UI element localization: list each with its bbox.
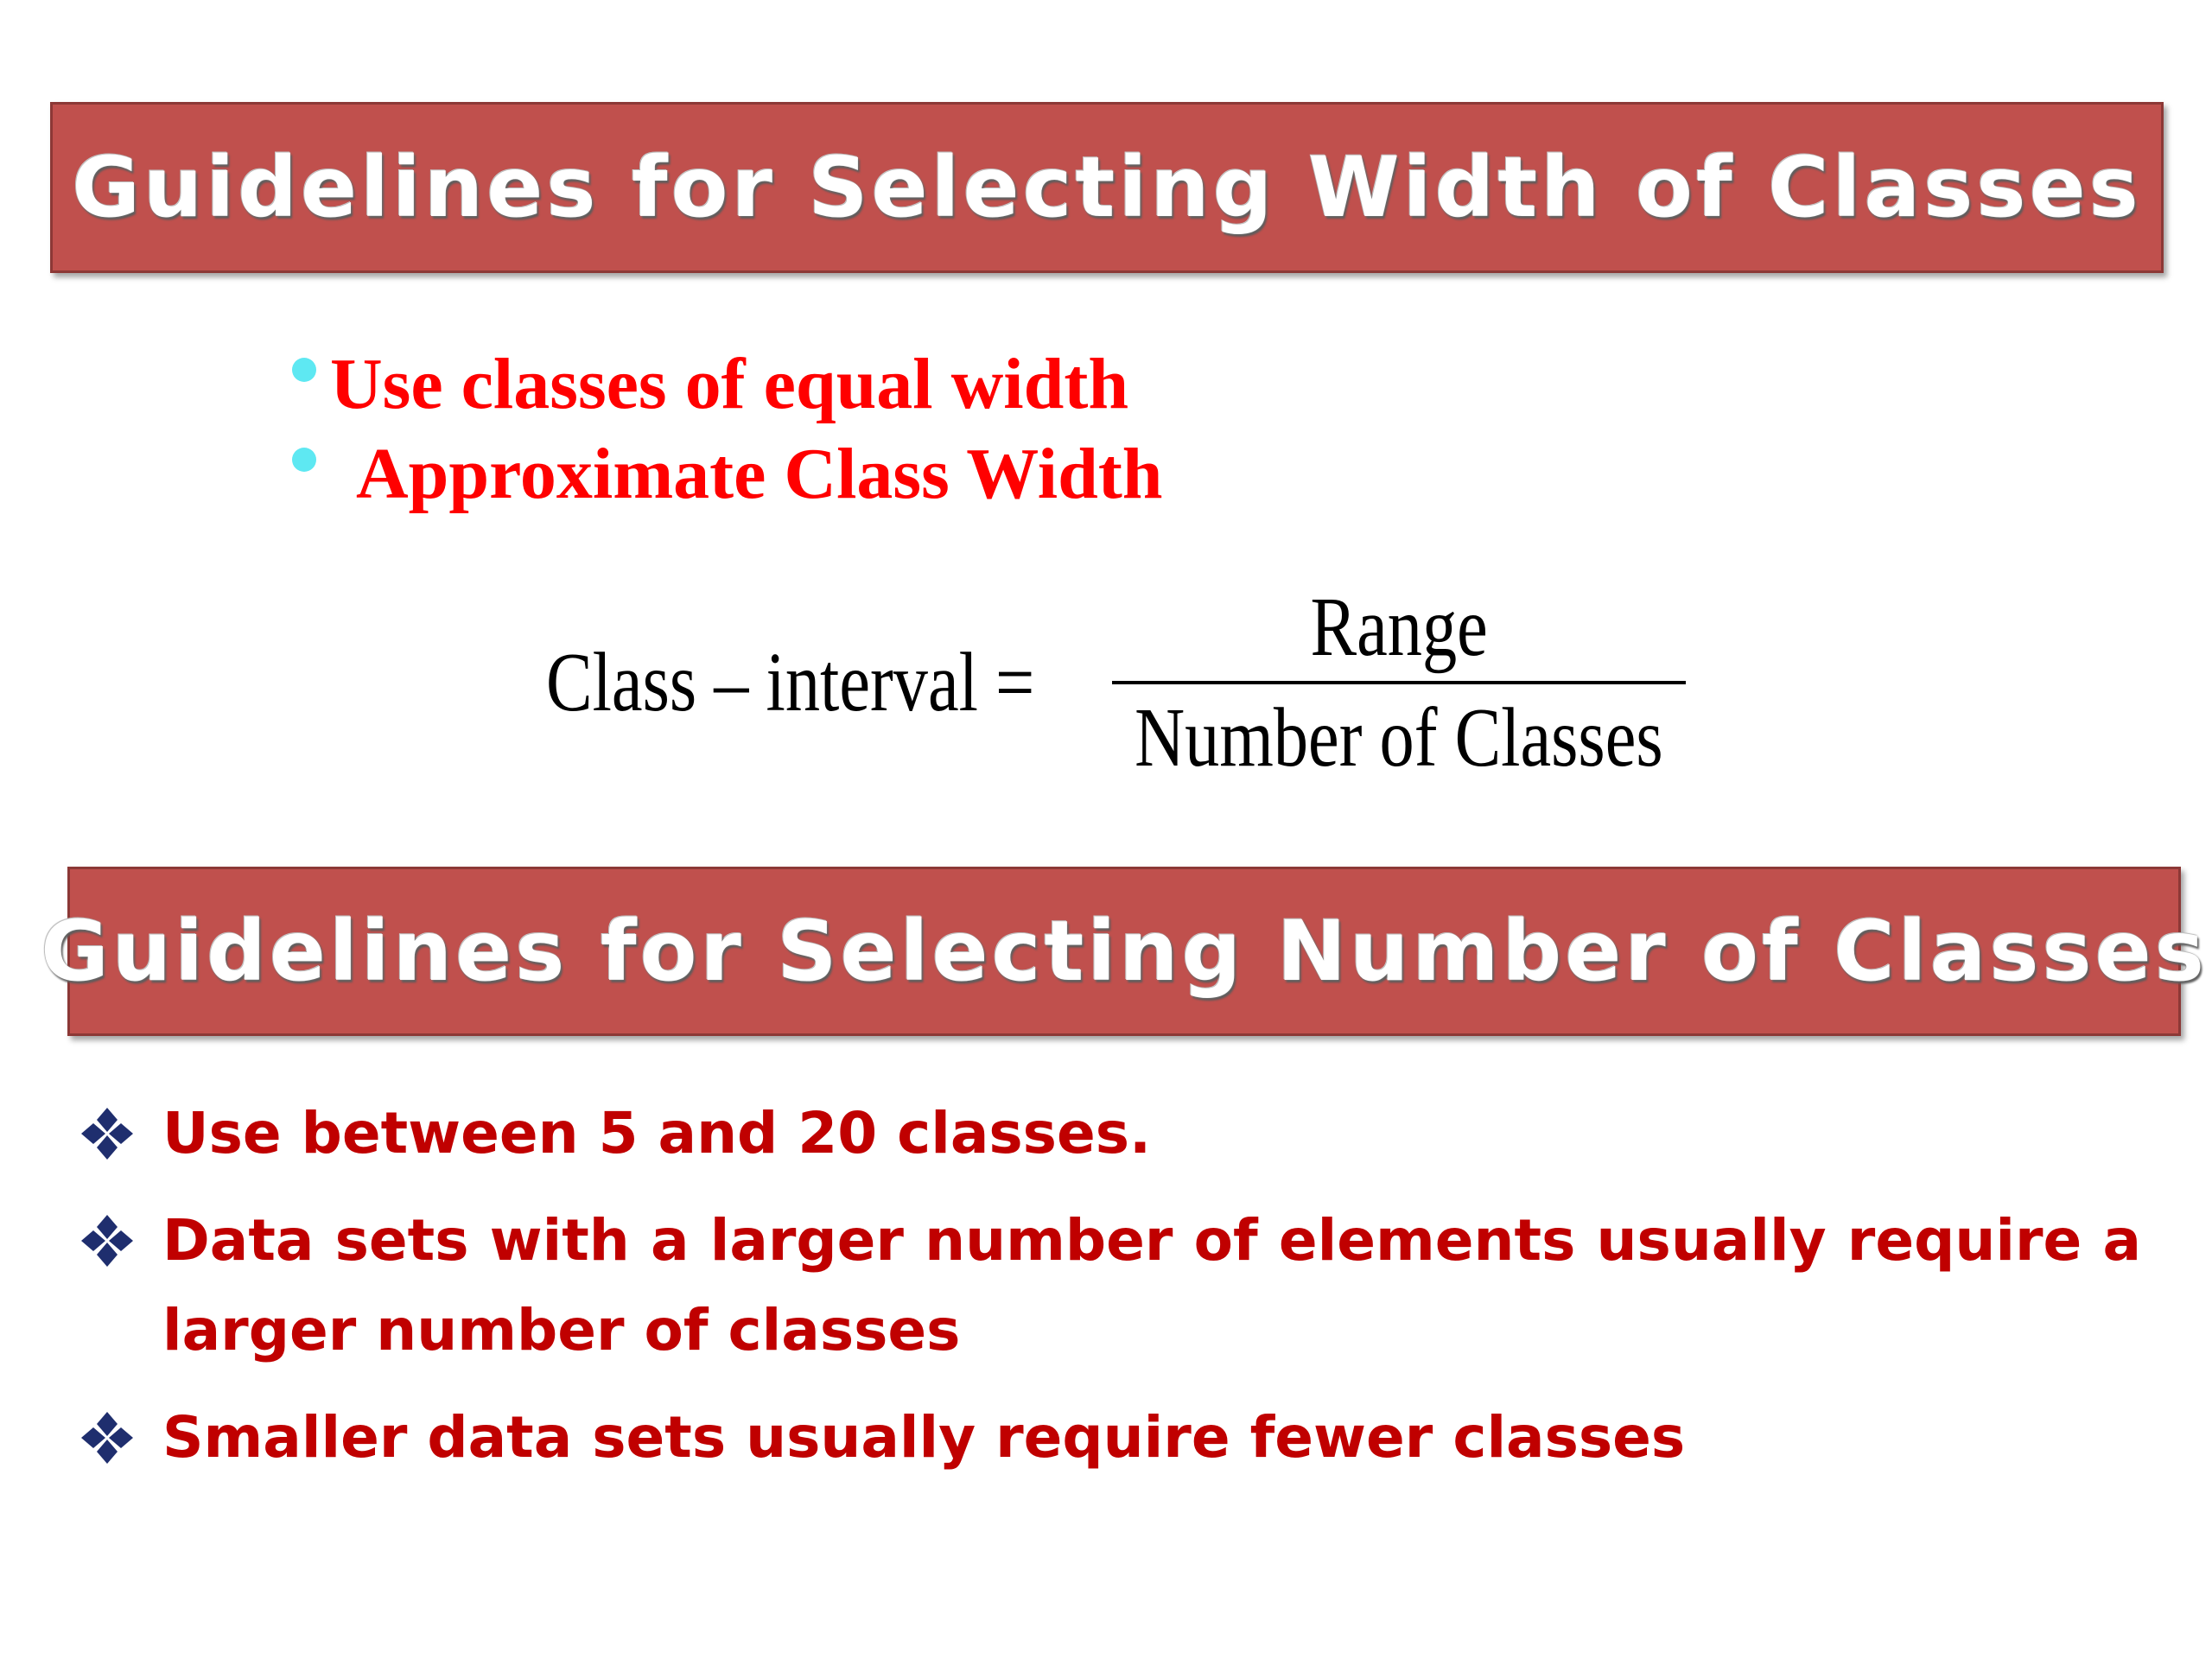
width-bullet-item: [292, 339, 1502, 429]
number-bullet-item: [79, 1196, 2153, 1376]
width-bullet-text: Use classes of equal width: [330, 343, 1129, 424]
width-bullet-item: [292, 429, 1502, 518]
circle-bullet-icon: [292, 358, 316, 382]
formula-fraction: [1077, 579, 1721, 786]
four-diamond-bullet-icon: [79, 1089, 142, 1179]
formula-numerator: Range: [1310, 581, 1488, 674]
four-diamond-bullet-icon: [79, 1393, 142, 1483]
number-bullet-item: [79, 1393, 2153, 1483]
class-interval-formula: [546, 570, 1721, 795]
formula-denominator: Number of Classes: [1135, 691, 1663, 785]
number-bullet-list: [79, 1089, 2153, 1500]
width-section-banner: [50, 102, 2164, 273]
number-bullet-text: Use between 5 and 20 classes.: [162, 1100, 1152, 1166]
circle-bullet-icon: [292, 448, 316, 472]
formula-lhs: Class – interval =: [546, 636, 1035, 729]
four-diamond-bullet-icon: [79, 1196, 142, 1286]
number-section-banner: [41, 867, 2208, 1036]
width-bullet-text: Approximate Class Width: [356, 433, 1163, 514]
number-bullet-item: [79, 1089, 2153, 1179]
width-section-title: Guidelines for Selecting Width of Classes: [72, 139, 2142, 236]
number-bullet-text: Smaller data sets usually require fewer classes: [162, 1404, 1686, 1471]
width-bullet-list: [292, 339, 1502, 518]
number-bullet-text: Data sets with a larger number of elements usually require a larger number of classes: [162, 1207, 2141, 1363]
number-section-title: Guidelines for Selecting Number of Classes: [41, 903, 2208, 1000]
